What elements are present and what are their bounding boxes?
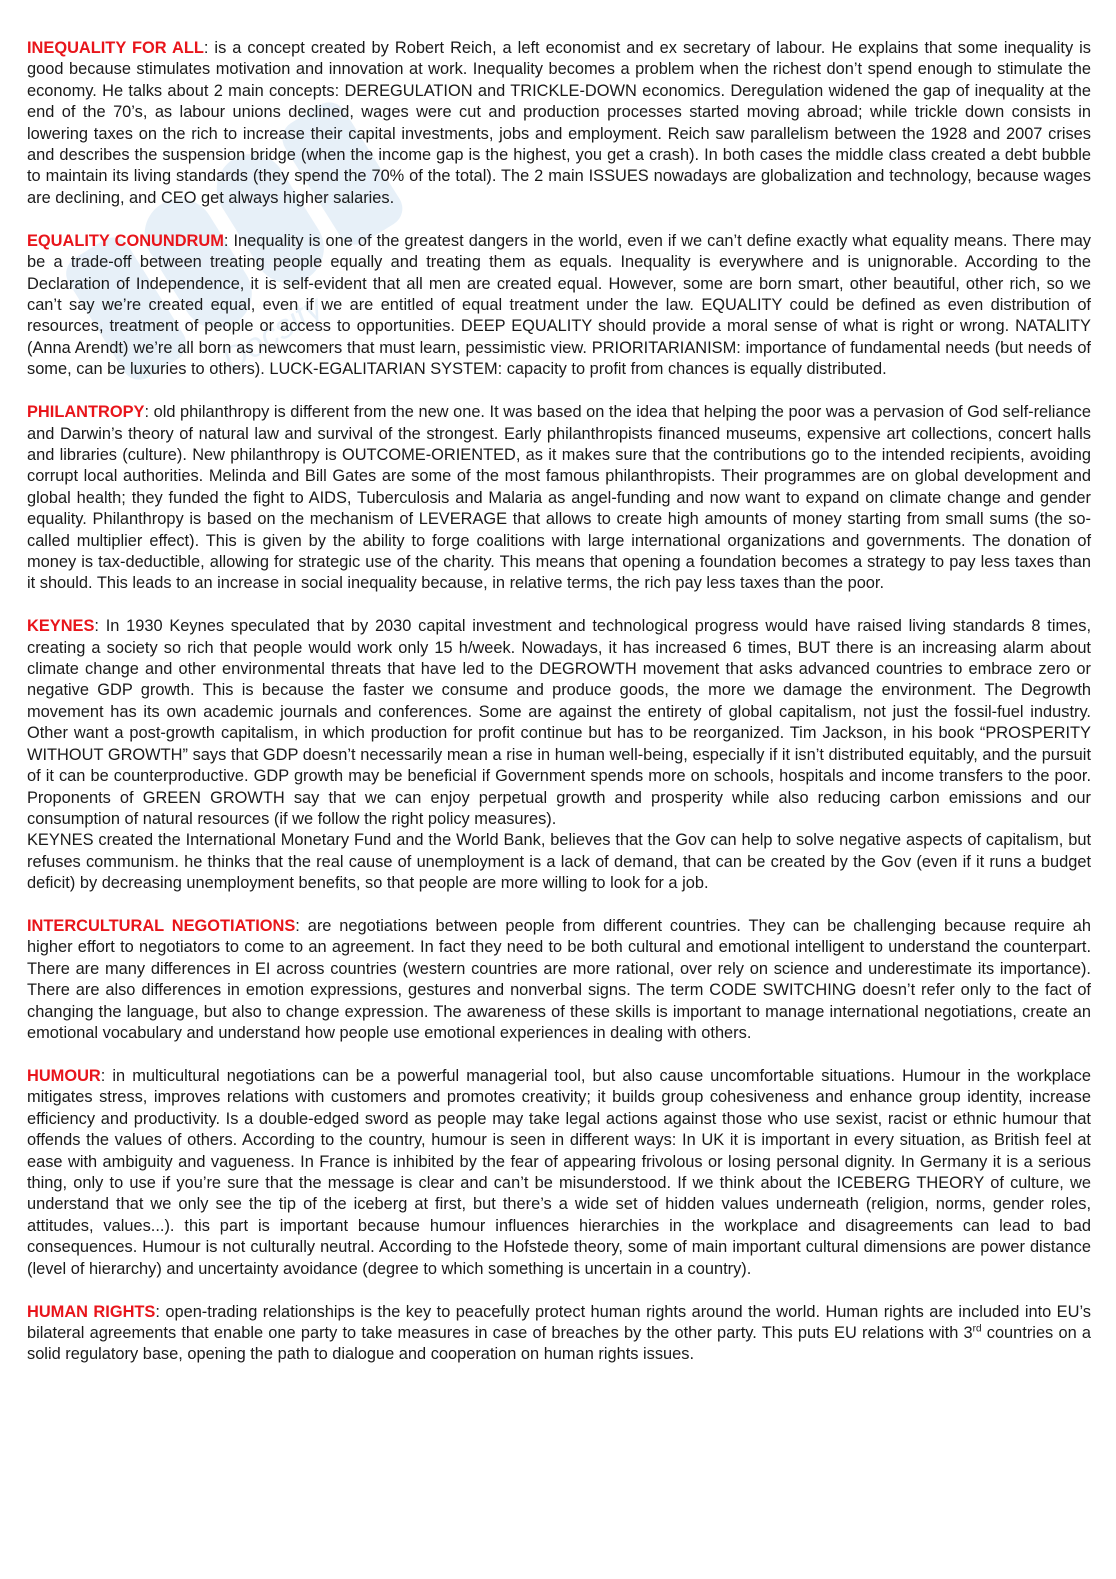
section-inequality-for-all bbox=[27, 38, 1091, 209]
section-heading: INEQUALITY FOR ALL bbox=[27, 39, 204, 57]
section-text: : are negotiations between people from different countries. They can be challenging because require ah higher effort to negotiators to come to an agreement. In fact they need to be both cultural and emotional intelligent to understand the counterpart. There are many differences in EI across countries (western countries are more rational, over rely on science and underestimate its importance). There are also differences in emotion expressions, gestures and nonverbal signs. The term CODE SWITCHING doesn’t refer only to the fact of changing the language, but also to change expression. The awareness of these skills is important to manage international negotiations, create an emotional vocabulary and understand how people use emotional experiences in dealing with others. bbox=[27, 917, 1091, 1043]
section-keynes bbox=[27, 616, 1091, 894]
paragraph bbox=[27, 1066, 1091, 1280]
section-text: : old philanthropy is different from the new one. It was based on the idea that helping the poor was a pervasion of God self-reliance and Darwin’s theory of natural law and survival of the strongest. Early philanthropists financed museums, expensive art collections, concert halls and libraries (culture). New philanthropy is OUTCOME-ORIENTED, as it makes sure that the contributions go to the intended recipients, avoiding corrupt local authorities. Melinda and Bill Gates are some of the most famous philanthropists. Their programmes are on global development and global health; they funded the fight to AIDS, Tuberculosis and Malaria as angel-funding and now want to expand on climate change and gender equality. Philanthropy is based on the mechanism of LEVERAGE that allows to create high amounts of money starting from small sums (the so-called multiplier effect). This is given by the ability to forge coalitions with large international organizations and governments. The donation of money is tax-deductible, allowing for strategic use of the charity. This means that opening a foundation becomes a strategy to pay less taxes than it should. This leads to an increase in social inequality because, in relative terms, the rich pay less taxes than the poor. bbox=[27, 403, 1091, 593]
ordinal-suffix: rd bbox=[972, 1323, 982, 1335]
section-heading: PHILANTROPY bbox=[27, 403, 145, 422]
paragraph bbox=[27, 830, 1091, 894]
section-text: : is a concept created by Robert Reich, a left economist and ex secretary of labour. He explains that some inequality is good because stimulates motivation and innovation at work. Inequality becomes a problem when the richest don’t spend enough to stimulate the economy. He talks about 2 main concepts: DEREGULATION and TRICKLE-DOWN economics. Deregulation widened the gap of inequality at the end of the 70’s, as labour unions declined, wages were cut and production processes started moving abroad; while trickle down consists in lowering taxes on the rich to increase their capital investments, jobs and employment. Reich saw parallelism between the 1928 and 2007 crises and describes the suspension bridge (when the income gap is the highest, you get a crash). In both cases the middle class created a debt bubble to maintain its living standards (they spend the 70% of the total). The 2 main ISSUES nowadays are globalization and technology, because wages are declining, and CEO get always higher salaries. bbox=[27, 39, 1092, 207]
paragraph bbox=[27, 616, 1091, 830]
section-text: : Inequality is one of the greatest dangers in the world, even if we can’t define exactly what equality means. There may be a trade-off between treating people equally and treating them as equals. Inequality is everywhere and is unignorable. According to the Declaration of Independence, it is self-evident that all men are created equal. However, some are born smart, other beautiful, other rich, so we can’t say we’re created equal, even if we are entitled of equal treatment under the law. EQUALITY could be defined as even distribution of resources, treatment of people or access to opportunities. DEEP EQUALITY should provide a moral sense of what is right or wrong. NATALITY (Anna Arendt) we’re all born as newcomers that must learn, pessimistic view. PRIORITARIANISM: importance of fundamental needs (but needs of some, can be luxuries to others). LUCK-EGALITARIAN SYSTEM: capacity to profit from chances is equally distributed. bbox=[27, 231, 1092, 379]
section-text: : open-trading relationships is the key to peacefully protect human rights around the world. Human rights are included into EU’s bilateral agreements that enable one party to take measures in case of breaches by the other party. This puts EU relations with 3 bbox=[27, 1302, 1091, 1342]
paragraph bbox=[27, 1302, 1091, 1366]
section-text: : in multicultural negotiations can be a powerful managerial tool, but also cause uncomfortable situations. Humour in the workplace mitigates stress, improves relations with customers and promotes creativity; it builds group cohesiveness and enhance group identity, increase efficiency and productivity. Is a double-edged sword as people may take legal actions against those who use sexist, racist or ethnic humour that offends the values of others. According to the country, humour is seen in different ways: In UK it is important in every situation, as British feel at ease with ambiguity and vagueness. In France is inhibited by the fear of appearing frivolous or losing personal dignity. In Germany it is a serious thing, only to use if you’re sure that the message is clear and can’t be misunderstood. If we think about the ICEBERG THEORY of culture, we understand that we only see the tip of the iceberg at first, but there’s a wide set of hidden values underneath (religion, norms, gender roles, attitudes, values...). this part is important because humour influences hierarchies in the workplace and disagreements can lead to bad consequences. Humour is not culturally neutral. According to the Hofstede theory, some of main important cultural dimensions are power distance (level of hierarchy) and uncertainty avoidance (degree to which something is uncertain in a country). bbox=[27, 1066, 1091, 1278]
section-heading: HUMAN RIGHTS bbox=[27, 1302, 156, 1321]
notes-body bbox=[27, 38, 1091, 1387]
section-equality-conundrum bbox=[27, 231, 1091, 381]
section-heading: EQUALITY CONUNDRUM bbox=[27, 231, 224, 250]
section-text: : In 1930 Keynes speculated that by 2030 capital investment and technological progress would have raised living standards 8 times, creating a society so rich that people would work only 15 h/week. Nowadays, it has increased 6 times, BUT there is an increasing alarm about climate change and other environmental threats that have led to the DEGROWTH movement that asks advanced countries to embrace zero or negative GDP growth. This is because the faster we consume and produce goods, the more we damage the environment. The Degrowth movement has its own academic journals and conferences. Some are against the entirety of global capitalism, not just the fossil-fuel industry. Other want a post-growth capitalism, in which production for profit continue but has to be reorganized. Tim Jackson, in his book “PROSPERITY WITHOUT GROWTH” says that GDP doesn’t necessarily mean a rise in human well-being, especially if it isn’t distributed equitably, and the pursuit of it can be counterproductive. GDP growth may be beneficial if Government spends more on schools, hospitals and income transfers to the poor. Proponents of GREEN GROWTH say that we can enjoy perpetual growth and prosperity while also reducing carbon emissions and our consumption of natural resources (if we follow the right policy measures). bbox=[27, 617, 1091, 828]
section-text-end: countries on a solid regulatory base, opening the path to dialogue and cooperation on human rights issues. bbox=[27, 1323, 1091, 1364]
section-heading: HUMOUR bbox=[27, 1066, 101, 1085]
section-humour bbox=[27, 1066, 1091, 1280]
section-heading: KEYNES bbox=[27, 617, 95, 636]
section-intercultural-negotiations bbox=[27, 916, 1091, 1044]
paragraph bbox=[27, 38, 1091, 209]
paragraph bbox=[27, 916, 1091, 1044]
section-philantropy bbox=[27, 402, 1091, 595]
section-text-continued: KEYNES created the International Monetary Fund and the World Bank, believes that the Gov can help to solve negative aspects of capitalism, but refuses communism. he thinks that the real cause of unemployment is a lack of demand, that can be created by the Gov (even if it runs a budget deficit) by decreasing unemployment benefits, so that people are more willing to look for a job. bbox=[27, 831, 1091, 893]
section-heading: INTERCULTURAL NEGOTIATIONS bbox=[27, 917, 296, 936]
watermark-text: Docsity bbox=[215, 288, 330, 380]
section-human-rights bbox=[27, 1302, 1091, 1366]
paragraph bbox=[27, 231, 1091, 381]
paragraph bbox=[27, 402, 1091, 595]
